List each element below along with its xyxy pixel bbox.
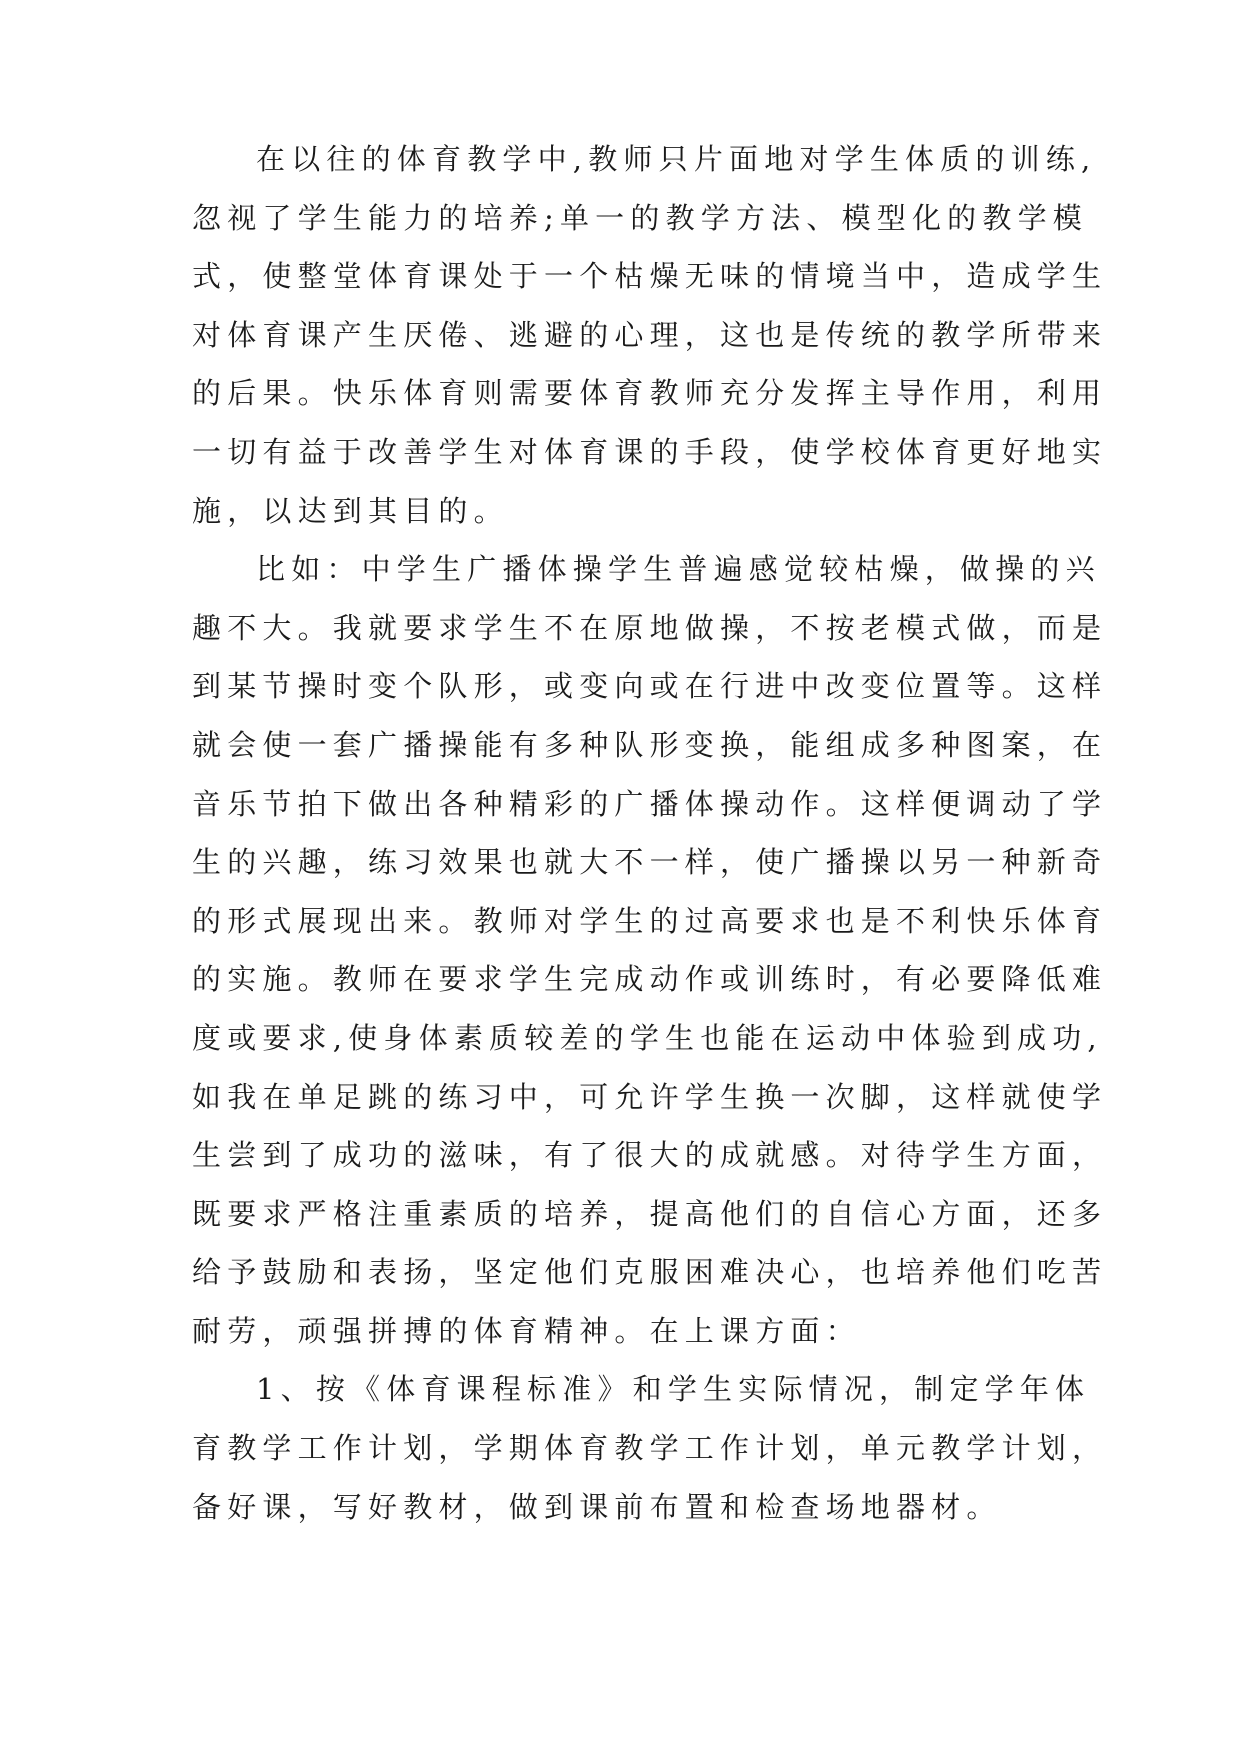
text-line: 对体育课产生厌倦、逃避的心理，这也是传统的教学所带来 (192, 317, 1108, 352)
paragraph-3 (192, 1360, 1108, 1536)
text-line: 的实施。教师在要求学生完成动作或训练时，有必要降低难 (192, 962, 1108, 997)
text-line: 如我在单足跳的练习中，可允许学生换一次脚，这样就使学 (192, 1079, 1108, 1114)
paragraph-2 (192, 540, 1108, 1360)
text-line: 的形式展现出来。教师对学生的过高要求也是不利快乐体育 (192, 903, 1108, 938)
text-line: 到某节操时变个队形，或变向或在行进中改变位置等。这样 (192, 669, 1108, 704)
text-line: 趣不大。我就要求学生不在原地做操，不按老模式做，而是 (192, 610, 1108, 645)
text-line: 生的兴趣，练习效果也就大不一样，使广播操以另一种新奇 (192, 845, 1108, 880)
text-line: 度或要求,使身体素质较差的学生也能在运动中体验到成功, (192, 1020, 1103, 1055)
paragraph-1 (192, 130, 1108, 540)
text-line: 就会使一套广播操能有多种队形变换，能组成多种图案，在 (192, 727, 1108, 762)
text-line: 一切有益于改善学生对体育课的手段，使学校体育更好地实 (192, 434, 1108, 469)
text-line: 育教学工作计划，学期体育教学工作计划，单元教学计划， (192, 1431, 1108, 1466)
text-line: 备好课，写好教材，做到课前布置和检查场地器材。 (192, 1489, 1002, 1524)
text-line: 的后果。快乐体育则需要体育教师充分发挥主导作用，利用 (192, 376, 1108, 411)
document-body (192, 130, 1108, 1536)
text-line: 忽视了学生能力的培养;单一的教学方法、模型化的教学模 (192, 200, 1088, 235)
text-line: 耐劳，顽强拼搏的体育精神。在上课方面： (192, 1313, 861, 1348)
text-line: 施，以达到其目的。 (192, 493, 509, 528)
text-line: 给予鼓励和表扬，坚定他们克服困难决心，也培养他们吃苦 (192, 1255, 1108, 1290)
text-line: 音乐节拍下做出各种精彩的广播体操动作。这样便调动了学 (192, 786, 1108, 821)
text-line: 式，使整堂体育课处于一个枯燥无味的情境当中，造成学生 (192, 259, 1108, 294)
text-line: 在以往的体育教学中,教师只片面地对学生体质的训练, (256, 142, 1097, 176)
text-line: 比如：中学生广播体操学生普遍感觉较枯燥，做操的兴 (256, 552, 1101, 587)
text-line: 既要求严格注重素质的培养，提高他们的自信心方面，还多 (192, 1196, 1108, 1231)
text-line: 生尝到了成功的滋味，有了很大的成就感。对待学生方面， (192, 1138, 1108, 1173)
text-line: 1、按《体育课程标准》和学生实际情况，制定学年体 (256, 1372, 1091, 1407)
